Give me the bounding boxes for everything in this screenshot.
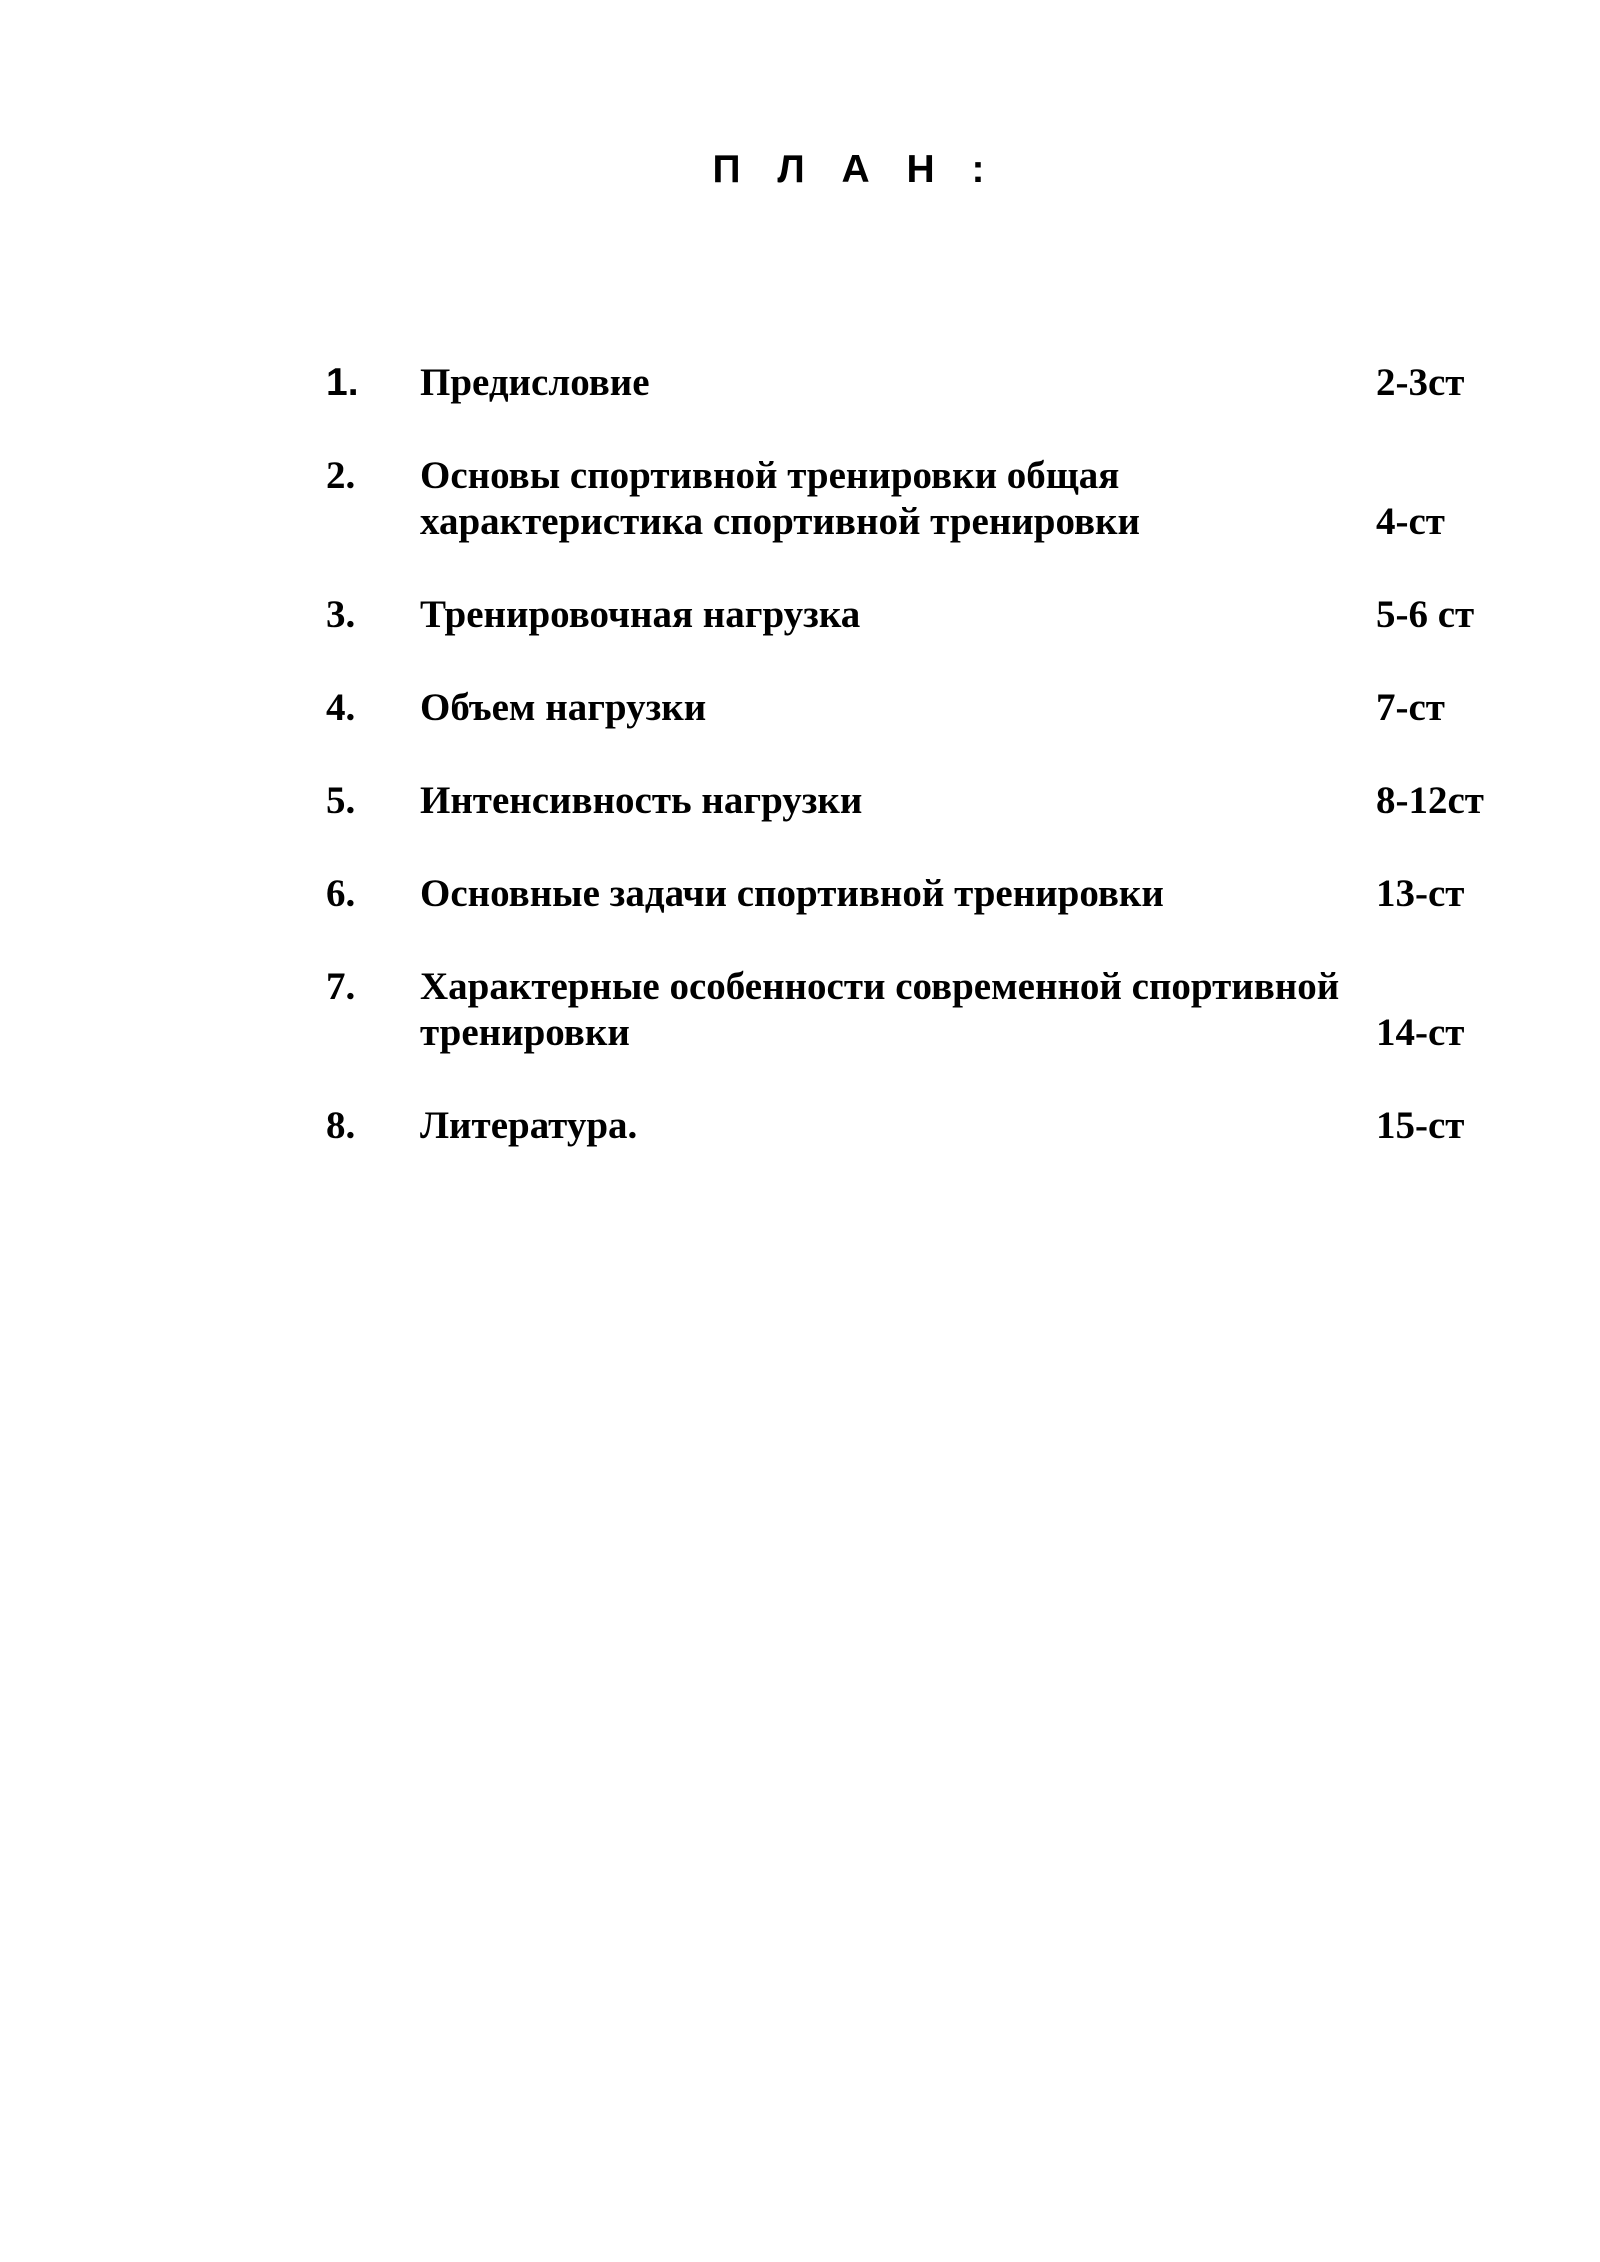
- page-title: П Л А Н :: [712, 148, 998, 191]
- toc-item-page: 8-12ст: [1376, 779, 1484, 822]
- toc-item: [0, 1103, 1600, 1149]
- toc-item: [0, 685, 1600, 731]
- toc-item-text: Тренировочная нагрузка: [420, 593, 861, 636]
- toc-item-page: 2-3ст: [1376, 361, 1465, 404]
- toc-item-number: 1.: [326, 361, 359, 404]
- toc-item-text: Предисловие: [420, 361, 650, 404]
- toc-item-number: 3.: [326, 593, 356, 636]
- toc-item-page: 5-6 ст: [1376, 593, 1475, 636]
- toc-item-number: 6.: [326, 872, 356, 915]
- toc-item-number: 7.: [326, 965, 356, 1008]
- toc-item: [0, 778, 1600, 824]
- toc-item-number: 4.: [326, 686, 356, 729]
- toc-item-text: Интенсивность нагрузки: [420, 779, 863, 822]
- table-of-contents: [0, 360, 1600, 1196]
- toc-item-page: 14-ст: [1376, 1011, 1465, 1054]
- toc-item-text: Основные задачи спортивной тренировки: [420, 872, 1164, 915]
- toc-item: [0, 453, 1600, 545]
- toc-item-text: Характерные особенности современной спортивной тренировки: [420, 965, 1340, 1054]
- toc-item-number: 8.: [326, 1104, 356, 1147]
- toc-item-text: Объем нагрузки: [420, 686, 707, 729]
- toc-item-text: Основы спортивной тренировки общая характеристика спортивной тренировки: [420, 454, 1140, 543]
- toc-item-page: 13-ст: [1376, 872, 1465, 915]
- toc-item: [0, 592, 1600, 638]
- toc-item-number: 5.: [326, 779, 356, 822]
- toc-item-number: 2.: [326, 454, 356, 497]
- toc-item-page: 4-ст: [1376, 500, 1445, 543]
- toc-item: [0, 871, 1600, 917]
- toc-item: [0, 964, 1600, 1056]
- toc-item: [0, 360, 1600, 406]
- toc-item-page: 7-ст: [1376, 686, 1445, 729]
- toc-item-page: 15-ст: [1376, 1104, 1465, 1147]
- toc-item-text: Литература.: [420, 1104, 638, 1147]
